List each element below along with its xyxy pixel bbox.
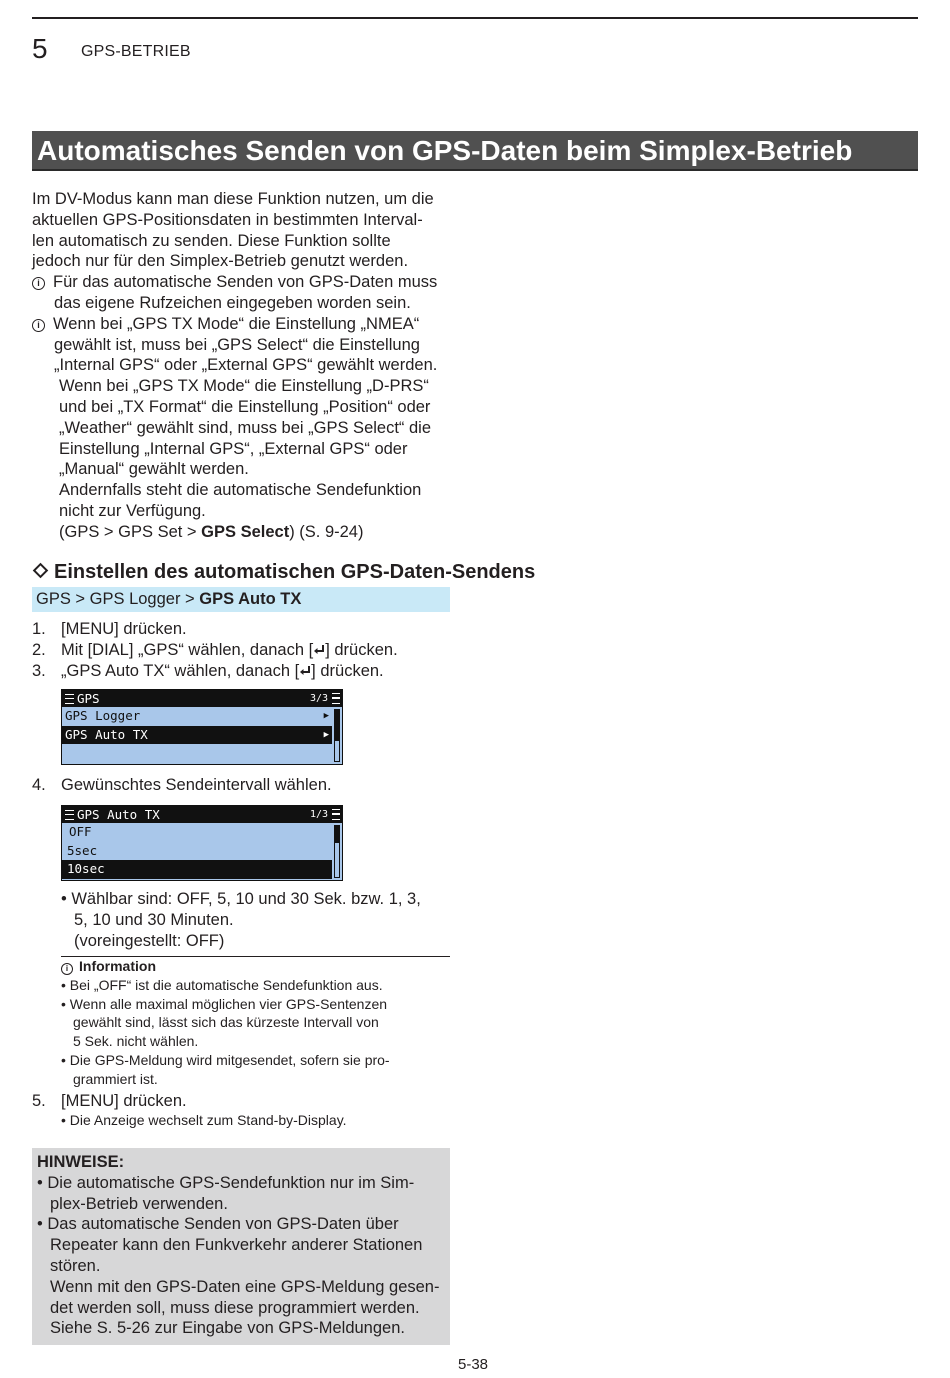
step-2: 2. Mit [DIAL] „GPS“ wählen, danach [ ] drücken. <box>32 641 398 659</box>
intro-line: aktuellen GPS-Positionsdaten in bestimmten Interval- <box>32 210 423 229</box>
scrollbar-thumb <box>335 826 339 843</box>
intro-line: jedoch nur für den Simplex-Betrieb genutzt werden. <box>32 252 409 271</box>
note-line: Andernfalls steht die automatische Sendefunktion <box>59 481 422 500</box>
menu-icon <box>65 694 74 704</box>
enter-key-icon <box>299 662 311 674</box>
lcd-title: GPS Auto TX <box>77 807 160 822</box>
enter-key-icon <box>313 641 325 653</box>
note-line: das eigene Rufzeichen eingegeben worden sein. <box>54 293 411 312</box>
menu-bars-icon <box>332 693 340 704</box>
lcd-header <box>62 690 342 707</box>
lcd-header <box>62 806 342 823</box>
info-icon: i <box>32 319 45 332</box>
note-line: Einstellung „Internal GPS“, „External GPS“ oder <box>59 439 408 458</box>
reference-line: (GPS > GPS Set > GPS Select) (S. 9-24) <box>59 522 364 541</box>
lcd-title: GPS <box>77 691 100 706</box>
arrow-right-icon: ▶ <box>323 729 329 740</box>
note-line: gewählt ist, muss bei „GPS Select“ die Einstellung <box>54 335 420 354</box>
information-block: i Information • Bei „OFF“ ist die automatische Sendefunktion aus. • Wenn alle maximal möglichen vier GPS-Sentenzen gewählt sind, lässt sich das kürzeste Intervall von 5 Sek. nicht wählen. • Die GPS-Meldung wird mitgesendet, sofern sie pro- grammiert ist. <box>61 958 390 1087</box>
reference-bold: GPS Select <box>201 522 290 541</box>
menu-path: GPS > GPS Logger > GPS Auto TX <box>32 587 450 612</box>
lcd-page: 3/3 <box>309 693 328 704</box>
step-4: 4. Gewünschtes Sendeintervall wählen. <box>32 776 332 794</box>
intro-line: Im DV-Modus kann man diese Funktion nutzen, um die <box>32 190 434 208</box>
lcd-screen-auto-tx <box>61 805 343 881</box>
subsection-title: Einstellen des automatischen GPS-Daten-Sendens <box>32 559 535 585</box>
lcd-menu-item-selected[interactable]: GPS Auto TX ▶ <box>62 726 332 745</box>
step-5: 5. [MENU] drücken. <box>32 1092 187 1110</box>
information-title: i Information <box>61 957 390 976</box>
section-title: Automatisches Senden von GPS-Daten beim Simplex-Betrieb <box>37 135 853 166</box>
page-number: 5-38 <box>458 1356 489 1373</box>
lcd-screen-gps-menu <box>61 689 343 765</box>
menu-path-bold: GPS Auto TX <box>199 590 302 608</box>
note-1 <box>32 272 452 293</box>
hints-title: HINWEISE: <box>37 1153 125 1171</box>
lcd-page: 1/3 <box>309 809 328 820</box>
note-line: Wenn bei „GPS TX Mode“ die Einstellung „D-PRS“ <box>59 377 429 396</box>
info-icon: i <box>61 963 73 975</box>
top-rule <box>32 17 918 19</box>
step-3: 3. „GPS Auto TX“ wählen, danach [ ] drücken. <box>32 662 384 680</box>
lcd-option[interactable]: 5sec <box>67 842 98 858</box>
chapter-title: GPS-BETRIEB <box>81 43 191 60</box>
intro-text <box>32 189 452 543</box>
chapter-number: 5 <box>32 33 48 64</box>
lcd-option-selected[interactable]: 10sec <box>62 860 332 879</box>
lcd-option[interactable]: OFF <box>69 824 92 839</box>
note-line: „Internal GPS“ oder „External GPS“ gewählt werden. <box>54 356 438 375</box>
lcd-scrollbar <box>334 709 340 762</box>
section-title-bar <box>32 131 918 171</box>
intro-line: len automatisch zu senden. Diese Funktion sollte <box>32 231 391 250</box>
scrollbar-thumb <box>335 710 339 741</box>
note-line: nicht zur Verfügung. <box>59 501 206 520</box>
note-line: „Manual“ gewählt werden. <box>59 460 249 479</box>
note-line: Wenn bei „GPS TX Mode“ die Einstellung „NMEA“ <box>53 314 420 333</box>
step-1: 1. [MENU] drücken. <box>32 620 187 638</box>
menu-icon <box>65 810 74 820</box>
note-line: und bei „TX Format“ die Einstellung „Position“ oder <box>59 397 431 416</box>
arrow-right-icon: ▶ <box>323 711 329 721</box>
menu-bars-icon <box>332 809 340 820</box>
hints-box: HINWEISE: • Die automatische GPS-Sendefunktion nur im Sim- plex-Betrieb verwenden. • Das automatische Senden von GPS-Daten über Repeater kann den Funkverkehr anderer Stationen stören. Wenn mit den GPS-Daten eine GPS-Meldung gesen- det werden soll, muss diese programmiert werden. Siehe S. 5-26 zur Eingabe von GPS-Meldungen. <box>32 1148 450 1345</box>
note-2 <box>32 314 452 335</box>
note-line: „Weather“ gewählt sind, muss bei „GPS Select“ die <box>59 418 432 437</box>
lcd-menu-item[interactable]: GPS Logger ▶ <box>62 707 332 726</box>
diamond-icon <box>33 563 49 579</box>
info-icon: i <box>32 277 45 290</box>
note-line: Für das automatische Senden von GPS-Daten muss <box>53 273 438 292</box>
step-5-note: • Die Anzeige wechselt zum Stand-by-Display. <box>61 1112 347 1128</box>
step-4-options: • Wählbar sind: OFF, 5, 10 und 30 Sek. bzw. 1, 3, 5, 10 und 30 Minuten. (voreingestellt: OFF) <box>61 890 421 950</box>
lcd-scrollbar <box>334 825 340 878</box>
